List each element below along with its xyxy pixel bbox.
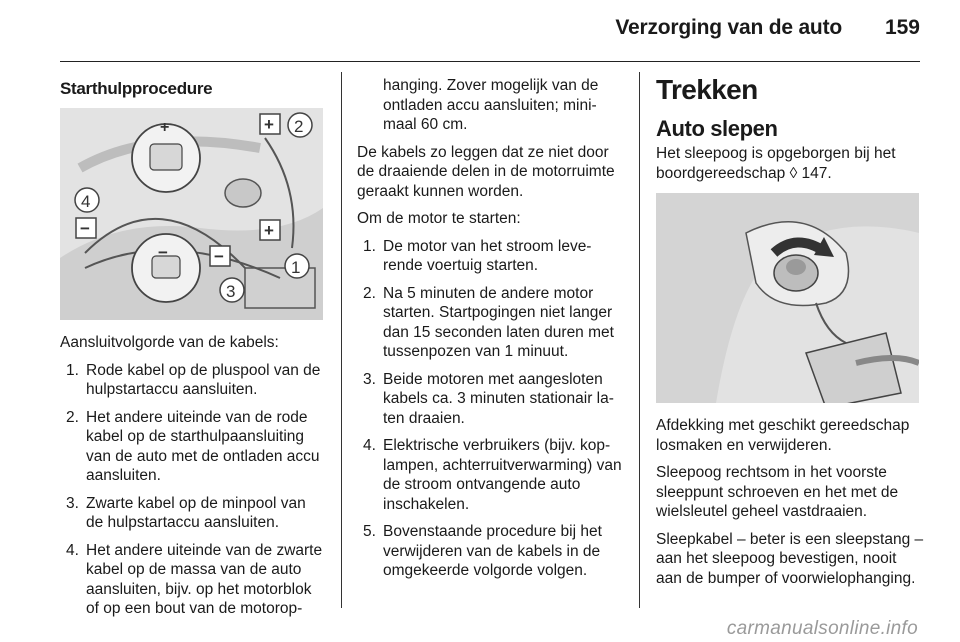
right-column-text-lower <box>656 416 924 596</box>
list-item: 2. Na 5 minuten de andere motor starten. Startpogingen niet langer dan 15 seconden laten duren met tussenpozen van 1 minuut. <box>363 284 614 360</box>
start-engine-intro: Om de motor te starten: <box>357 210 521 227</box>
jump-start-figure <box>60 108 323 320</box>
screw-tow-eye-text: Sleepoog rechtsom in het voorste sleeppunt schroeven en het met de wielsleutel geheel vastdraaien. <box>656 464 899 520</box>
right-column-text <box>656 74 924 191</box>
list-item: 3. Zwarte kabel op de minpool van de hulpstartaccu aansluiten. <box>66 494 306 531</box>
tow-rope-text: Sleepkabel – beter is een sleepstang – aan het sleepoog bevestigen, nooit aan de bumper of voorwielophanging. <box>656 530 924 587</box>
list-item: 3. Beide motoren met aangesloten kabels ca. 3 minuten stationair la-ten draaien. <box>363 370 614 427</box>
list-item: 1. De motor van het stroom leve-rende voertuig starten. <box>363 237 592 274</box>
jump-start-illustration <box>60 108 323 320</box>
left-column-text <box>60 333 326 627</box>
list-item: 2. Het andere uiteinde van de rode kabel op de starthulpaansluiting van de auto met de ontladen accu aansluiten. <box>66 408 320 484</box>
tow-eye-illustration <box>656 193 919 403</box>
figure-label-2: 2 <box>294 117 304 136</box>
tow-eye-figure <box>656 193 919 403</box>
page-header <box>0 0 960 62</box>
cable-routing-text: De kabels zo leggen dat ze niet door de draaiende delen in de motorruimte geraakt kunnen worden. <box>357 143 615 200</box>
list-item: 4. Elektrische verbruikers (bijv. kop-lampen, achterruitverwarming) van de stroom ontvangende auto inschakelen. <box>363 437 622 513</box>
figure-label-plus-1: + <box>264 221 274 240</box>
figure-label-plus-2: + <box>264 115 274 134</box>
section-title-starthulp: Starthulpprocedure <box>60 79 213 98</box>
column-divider-right <box>639 72 640 608</box>
starthulp-steps <box>60 361 326 619</box>
remove-cover-text: Afdekking met geschikt gereedschap losmaken en verwijderen. <box>656 417 910 454</box>
heading-auto-slepen: Auto slepen <box>656 116 778 141</box>
start-engine-steps <box>357 237 625 581</box>
watermark: carmanualsonline.info <box>726 618 918 639</box>
column-divider-left <box>341 72 342 608</box>
figure-label-minus-4: − <box>80 219 90 238</box>
list-item: 1. Rode kabel op de pluspool van de hulpstartaccu aansluiten. <box>66 361 321 398</box>
heading-trekken: Trekken <box>656 74 758 105</box>
page-number: 159 <box>884 16 920 39</box>
list-item: 5. Bovenstaande procedure bij het verwijderen van de kabels in de omgekeerde volgorde volgen. <box>363 523 602 579</box>
figure-label-minus-3: − <box>214 247 224 266</box>
middle-column-text <box>357 76 625 589</box>
figure-label-3: 3 <box>226 282 236 301</box>
header-title: Verzorging van de auto <box>615 16 842 39</box>
figure-label-plus-top <box>160 119 169 136</box>
continuation-text: hanging. Zover mogelijk van de ontladen accu aansluiten; mini-maal 60 cm. <box>383 77 599 133</box>
figure-label-1: 1 <box>291 258 301 277</box>
list-item: 4. Het andere uiteinde van de zwarte kabel op de massa van de auto aansluiten, bijv. op het motorblok of op een bout van de motorop- <box>66 541 323 617</box>
header-rule <box>60 61 920 62</box>
figure-label-4: 4 <box>81 192 91 211</box>
tow-eye-location-text: Het sleepoog is opgeborgen bij het boordgereedschap ◊ 147. <box>656 145 896 182</box>
figure-label-minus-inset: − <box>158 243 168 262</box>
starthulp-intro: Aansluitvolgorde van de kabels: <box>60 334 279 351</box>
svg-text:+: + <box>160 119 170 136</box>
